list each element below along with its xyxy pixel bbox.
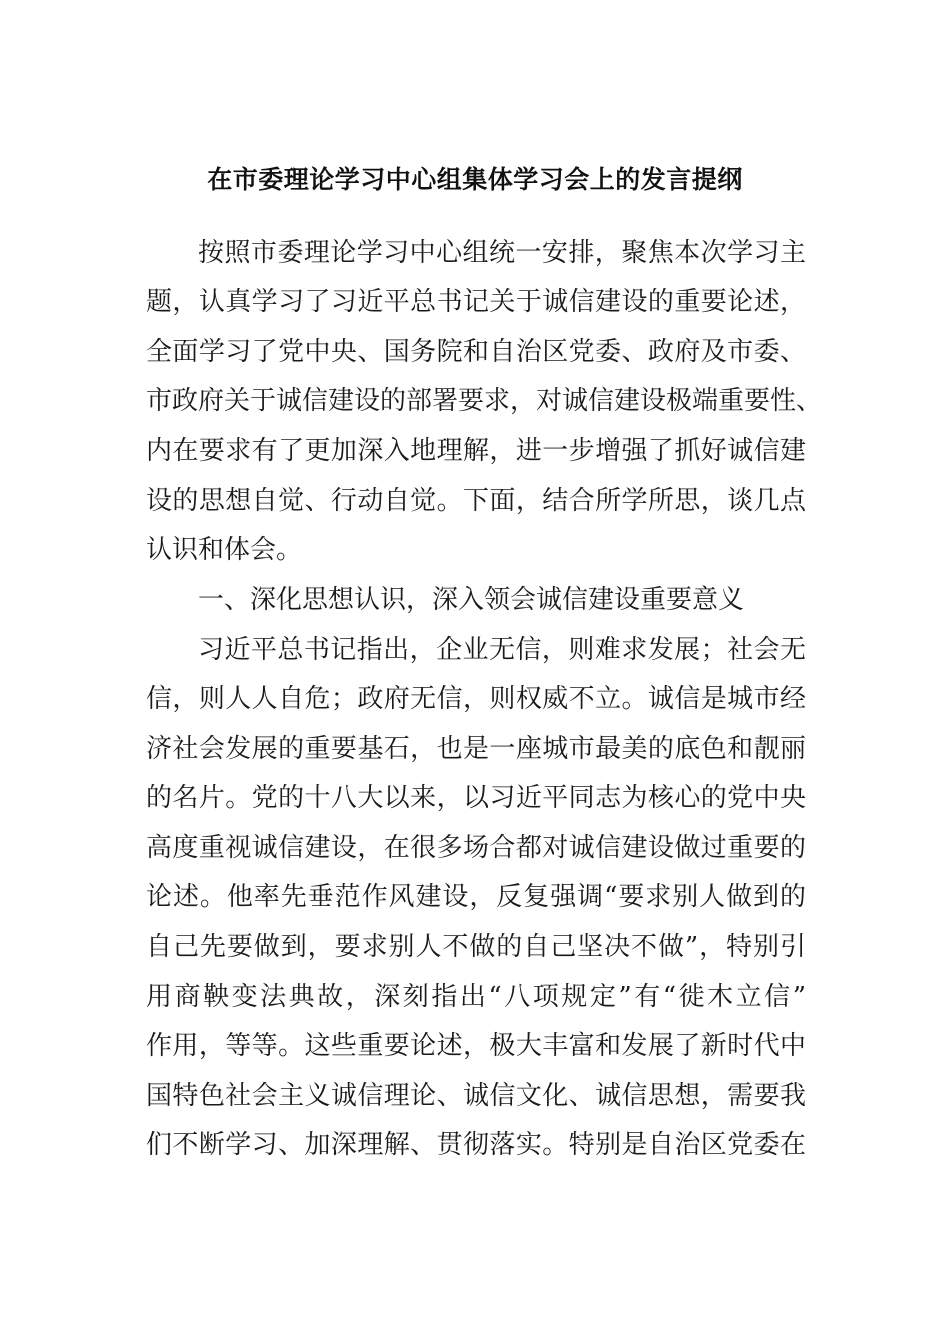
paragraph-2-line-10: 国特色社会主义诚信理论、诚信文化、诚信思想，需要我 [146, 1081, 806, 1111]
paragraph-2-line-4: 的名片。党的十八大以来，以习近平同志为核心的党中央 [146, 783, 806, 813]
paragraph-1-line-5: 内在要求有了更加深入地理解，进一步增强了抓好诚信建 [146, 436, 806, 466]
paragraph-1-line-7: 认识和体会。 [146, 535, 303, 565]
paragraph-2-line-8: 用商鞅变法典故，深刻指出“八项规定”有“徙木立信” [146, 982, 806, 1012]
paragraph-2-line-3: 济社会发展的重要基石，也是一座城市最美的底色和靓丽 [146, 734, 806, 764]
paragraph-2-line-6: 论述。他率先垂范作风建设，反复强调“要求别人做到的 [146, 882, 806, 912]
paragraph-1-line-2: 题，认真学习了习近平总书记关于诚信建设的重要论述， [146, 287, 806, 317]
paragraph-2-line-1: 习近平总书记指出，企业无信，则难求发展；社会无 [198, 635, 806, 665]
paragraph-2-line-9: 作用，等等。这些重要论述，极大丰富和发展了新时代中 [146, 1031, 806, 1061]
paragraph-2-line-11: 们不断学习、加深理解、贯彻落实。特别是自治区党委在 [146, 1130, 806, 1160]
paragraph-2-line-5: 高度重视诚信建设，在很多场合都对诚信建设做过重要的 [146, 833, 806, 863]
section-heading-1: 一、深化思想认识，深入领会诚信建设重要意义 [198, 585, 745, 615]
paragraph-2-line-7: 自己先要做到，要求别人不做的自己坚决不做”，特别引 [146, 932, 806, 962]
paragraph-1-line-6: 设的思想自觉、行动自觉。下面，结合所学所思，谈几点 [146, 486, 806, 516]
paragraph-1-line-3: 全面学习了党中央、国务院和自治区党委、政府及市委、 [146, 337, 806, 367]
paragraph-2-line-2: 信，则人人自危；政府无信，则权威不立。诚信是城市经 [146, 684, 806, 714]
paragraph-1-line-4: 市政府关于诚信建设的部署要求，对诚信建设极端重要性、 [146, 386, 823, 416]
document-title: 在市委理论学习中心组集体学习会上的发言提纲 [207, 165, 743, 194]
paragraph-1-line-1: 按照市委理论学习中心组统一安排，聚焦本次学习主 [198, 238, 806, 268]
